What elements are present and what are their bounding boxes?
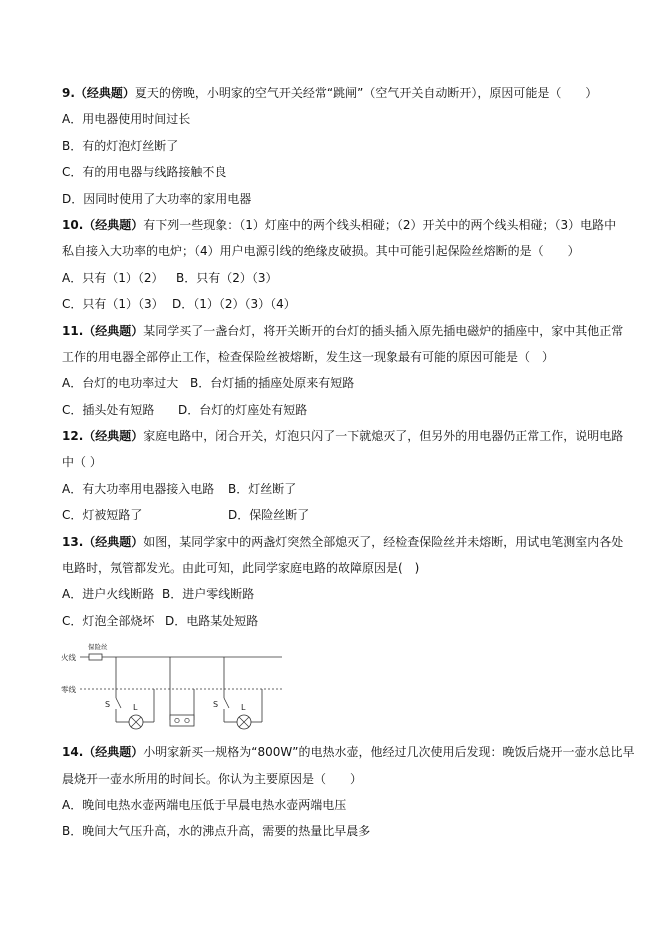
question-11-option-b: B．台灯插的插座处原来有短路 <box>190 376 355 391</box>
neutral-line-label: 零线 <box>61 685 76 695</box>
question-13-stem-line-2: 电路时，氖管都发光。由此可知，此同学家庭电路的故障原因是( ) <box>62 561 420 576</box>
live-line-label: 火线 <box>61 653 76 663</box>
question-9-option-b: B．有的灯泡灯丝断了 <box>62 138 179 153</box>
question-12-stem-line-1 <box>62 423 622 449</box>
circuit-diagram <box>62 634 622 739</box>
question-12-option-d: D．保险丝断了 <box>228 508 310 523</box>
question-12-option-c: C．灯被短路了 <box>62 508 143 523</box>
question-13-option-d: D．电路某处短路 <box>165 613 259 628</box>
question-11-option-d: D．台灯的灯座处有短路 <box>178 402 308 417</box>
question-14-stem-1: 小明家新买一规格为“800W”的电热水壶，他经过几次使用后发现：晚饭后烧开一壶水总比早 <box>143 745 635 760</box>
question-11-option-a: A．台灯的电功率过大 <box>62 376 179 391</box>
fuse-symbol <box>89 654 102 660</box>
question-11-stem-1: 某同学买了一盏台灯，将开关断开的台灯的插头插入原先插电磁炉的插座中，家中其他正常 <box>143 323 624 338</box>
question-10-option-row-1 <box>62 265 622 291</box>
question-12-option-b: B．灯丝断了 <box>228 481 297 496</box>
right-lamp-branch <box>213 657 262 729</box>
question-11-stem-line-1 <box>62 318 622 344</box>
question-10-stem-line-1 <box>62 212 622 238</box>
question-13-number: 13.（经典题） <box>62 534 144 549</box>
question-13-stem-1: 如图，某同学家中的两盏灯突然全部熄灭了，经检查保险丝并未熔断，用试电笔测室内各处 <box>143 534 624 549</box>
question-9-option-c: C．有的用电器与线路接触不良 <box>62 165 227 180</box>
question-9-stem: 夏天的傍晚，小明家的空气开关经常“跳闸”（空气开关自动断开），原因可能是（ ） <box>134 86 598 100</box>
question-12-option-row-2 <box>62 502 622 528</box>
fuse-label: 保险丝 <box>88 643 108 652</box>
question-10-option-row-2 <box>62 291 622 317</box>
question-13-option-row-1 <box>62 581 622 607</box>
question-12-option-a: A．有大功率用电器接入电路 <box>62 481 215 496</box>
question-10-option-b: B．只有（2）（3） <box>176 270 278 285</box>
question-10-stem-1: 有下列一些现象：（1）灯座中的两个线头相碰；（2）开关中的两个线头相碰；（3）电路中 <box>143 217 617 232</box>
question-12-number: 12.（经典题） <box>62 429 144 444</box>
right-switch-label: S <box>213 700 219 710</box>
circuit-diagram-svg <box>58 638 288 738</box>
socket <box>170 657 194 726</box>
question-10-option-a: A．只有（1）（2） <box>62 270 164 285</box>
question-12-stem-1: 家庭电路中，闭合开关，灯泡只闪了一下就熄灭了，但另外的用电器仍正常工作，说明电路 <box>143 429 624 444</box>
question-14-option-b: B．晚间大气压升高，水的沸点升高，需要的热量比早晨多 <box>62 824 371 839</box>
question-13-stem-line-1 <box>62 529 622 555</box>
question-12-option-row-1 <box>62 476 622 502</box>
question-14-stem-line-1 <box>62 739 635 765</box>
question-13-option-b: B．进户零线断路 <box>162 587 255 602</box>
question-13-option-c: C．灯泡全部烧坏 <box>62 613 155 628</box>
left-switch-label: S <box>105 700 111 710</box>
left-switch-symbol <box>116 698 121 708</box>
question-14-number: 14.（经典题） <box>62 745 144 760</box>
left-lamp-label: L <box>133 703 138 713</box>
left-lamp-branch <box>105 657 154 729</box>
question-list <box>61 80 635 845</box>
question-11-stem-line-2: 工作的用电器全部停止工作，检查保险丝被熔断，发生这一现象最有可能的原因可能是（ ） <box>62 349 555 364</box>
question-11-option-row-1 <box>62 370 622 396</box>
question-10-number: 10.（经典题） <box>62 217 144 232</box>
question-9-stem-line-1 <box>62 80 622 106</box>
question-11-option-c: C．插头处有短路 <box>62 402 155 417</box>
right-switch-symbol <box>224 698 229 708</box>
question-11-number: 11.（经典题） <box>62 323 144 338</box>
question-10-option-c: C．只有（1）（3） <box>62 297 164 312</box>
question-9-option-d: D．因同时使用了大功率的家用电器 <box>62 191 252 206</box>
question-13-option-a: A．进户火线断路 <box>62 587 155 602</box>
right-lamp-label: L <box>241 703 246 713</box>
question-14-stem-line-2: 晨烧开一壶水所用的时间长。你认为主要原因是（ ） <box>62 771 363 786</box>
socket-symbol <box>170 715 194 726</box>
question-10-option-d: D．（1）（2）（3）（4） <box>172 297 296 312</box>
question-13-option-row-2 <box>62 608 622 634</box>
question-11-option-row-2 <box>62 397 622 423</box>
question-9-number: 9.（经典题） <box>62 86 135 100</box>
question-9-option-a: A．用电器使用时间过长 <box>62 112 191 127</box>
question-14-option-a: A．晚间电热水壶两端电压低于早晨电热水壶两端电压 <box>62 797 347 812</box>
question-10-stem-line-2: 私自接入大功率的电炉；（4）用户电源引线的绝缘皮破损。其中可能引起保险丝熔断的是（ ） <box>62 244 580 259</box>
question-12-stem-line-2: 中（ ） <box>62 455 102 470</box>
